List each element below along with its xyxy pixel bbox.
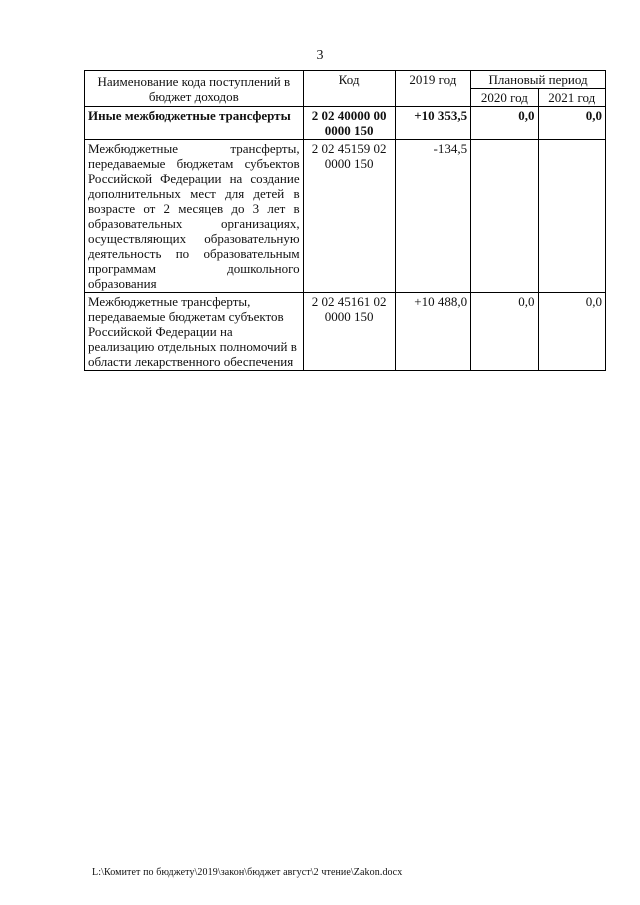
row-value-2021 <box>538 140 605 293</box>
table-row <box>85 293 606 371</box>
footer-file-path: L:\Комитет по бюджету\2019\закон\бюджет август\2 чтение\Zakon.docx <box>92 867 403 878</box>
row-value-2019: +10 353,5 <box>395 107 471 140</box>
row-code: 2 02 45161 02 0000 150 <box>303 293 395 371</box>
row-value-2020: 0,0 <box>471 293 538 371</box>
header-2019: 2019 год <box>395 71 471 107</box>
header-code: Код <box>303 71 395 107</box>
header-planned-period: Плановый период <box>471 71 606 89</box>
row-name: Иные межбюджетные трансферты <box>85 107 304 140</box>
header-name: Наименование кода поступлений в бюджет доходов <box>85 71 304 107</box>
row-value-2020: 0,0 <box>471 107 538 140</box>
row-value-2019: -134,5 <box>395 140 471 293</box>
row-name: Межбюджетные трансферты, передаваемые бюджетам субъектов Российской Федерации на создание дополнительных мест для детей в возрасте от 2 месяцев до 3 лет в образовательных организациях, осуществляющих образовательную деятельность по образовательным программам дошкольного образования <box>85 140 304 293</box>
row-code: 2 02 45159 02 0000 150 <box>303 140 395 293</box>
row-value-2021: 0,0 <box>538 293 605 371</box>
header-2020: 2020 год <box>471 89 538 107</box>
table-row <box>85 140 606 293</box>
page-number: 3 <box>316 48 324 63</box>
row-code: 2 02 40000 00 0000 150 <box>303 107 395 140</box>
header-2021: 2021 год <box>538 89 605 107</box>
row-value-2021: 0,0 <box>538 107 605 140</box>
table-row <box>85 107 606 140</box>
row-name: Межбюджетные трансферты, передаваемые бюджетам субъектов Российской Федерации на реализацию отдельных полномочий в области лекарственного обеспечения <box>85 293 304 371</box>
budget-revenue-table <box>84 70 606 371</box>
row-value-2020 <box>471 140 538 293</box>
row-value-2019: +10 488,0 <box>395 293 471 371</box>
